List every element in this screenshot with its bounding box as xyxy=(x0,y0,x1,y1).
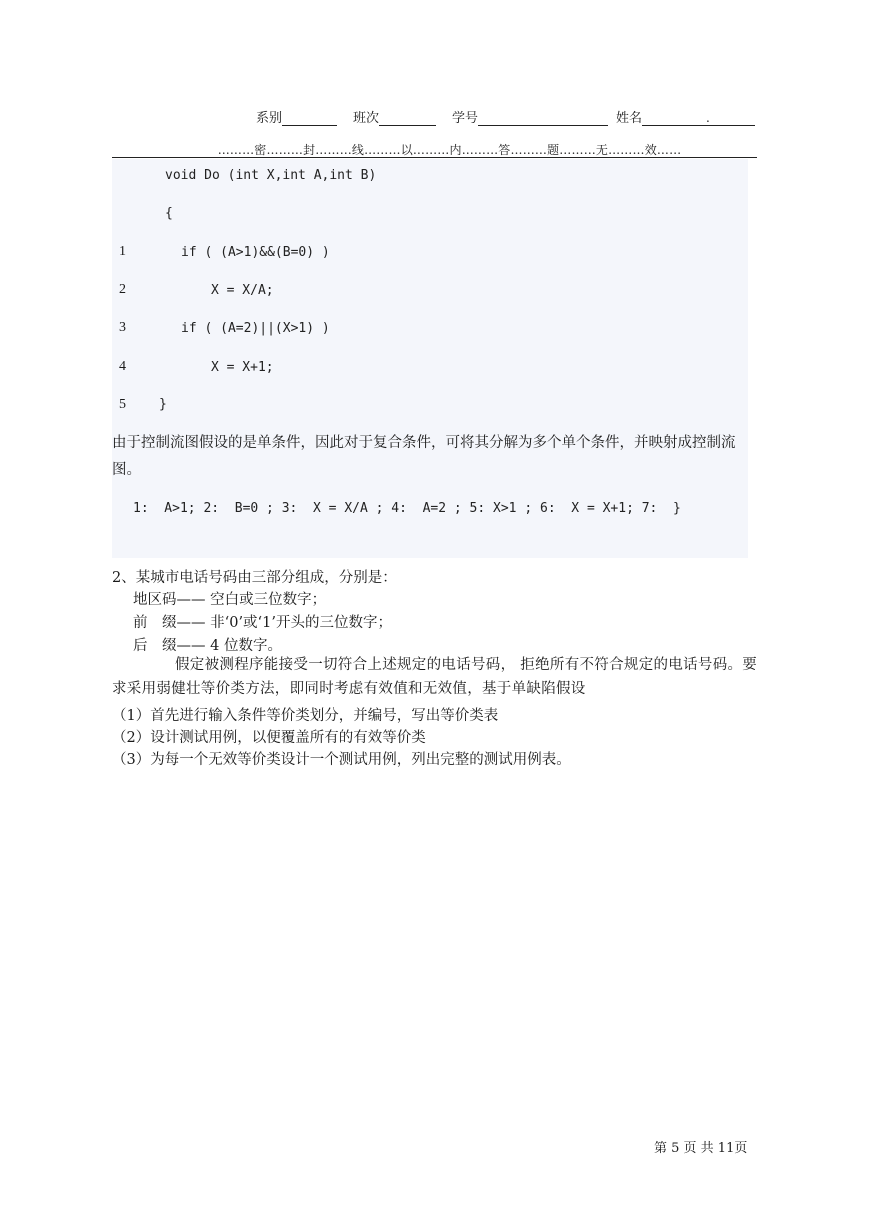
explanation-text: 由于控制流图假设的是单条件，因此对于复合条件，可将其分解为多个单个条件，并映射成控制流图。 xyxy=(112,435,736,478)
line-number: 1 xyxy=(119,244,126,259)
code-line: if ( (A>1)&&(B=0) ) xyxy=(181,245,330,260)
dept-label: 系别 xyxy=(256,111,283,126)
code-open-brace: { xyxy=(165,206,173,221)
class-blank xyxy=(379,111,436,126)
student-id-field xyxy=(452,107,608,126)
question-title: 2、某城市电话号码由三部分组成，分别是： xyxy=(112,570,397,586)
question-paragraph: 假定被测程序能接受一切符合上述规定的电话号码， 拒绝所有不符合规定的电话号码。要求采用弱健壮等价类方法，即同时考虑有效值和无效值，基于单缺陷假设 xyxy=(112,657,758,697)
code-line: X = X+1; xyxy=(211,360,274,375)
page-footer: 第 5 页 共 11页 xyxy=(654,1141,748,1156)
node-mapping: 1: A>1; 2: B=0 ; 3: X = X/A ; 4: A=2 ; 5: X>1 ; 6: X = X+1; 7: } xyxy=(133,501,681,516)
task-item: （2）设计测试用例，以便覆盖所有的有效等价类 xyxy=(112,730,426,746)
code-block-background xyxy=(112,159,748,558)
dept-blank xyxy=(282,111,337,126)
line-number: 4 xyxy=(119,359,126,374)
name-blank xyxy=(642,111,755,126)
code-line: } xyxy=(159,397,167,412)
line-number: 5 xyxy=(119,397,126,412)
line-number: 2 xyxy=(119,282,126,297)
name-dot: . xyxy=(706,111,710,125)
code-line: if ( (A=2)||(X>1) ) xyxy=(181,321,330,336)
student-id-blank xyxy=(478,111,608,126)
question-part: 地区码—— 空白或三位数字； xyxy=(133,592,327,608)
seal-line: ………密………封………线………以………内………答………题………无………效…… xyxy=(217,143,682,157)
code-line: X = X/A; xyxy=(211,283,274,298)
class-field xyxy=(353,107,436,126)
code-signature: void Do (int X,int A,int B) xyxy=(165,168,377,183)
question-part: 后 缀—— 4 位数字。 xyxy=(133,638,282,654)
header-rule xyxy=(112,157,757,158)
line-number: 3 xyxy=(119,320,126,335)
task-item: （3）为每一个无效等价类设计一个测试用例，列出完整的测试用例表。 xyxy=(112,752,571,768)
student-id-label: 学号 xyxy=(452,111,479,126)
task-item: （1）首先进行输入条件等价类划分，并编号，写出等价类表 xyxy=(112,708,499,724)
name-label: 姓名 xyxy=(616,111,643,126)
name-field xyxy=(616,107,755,126)
header-fields xyxy=(0,107,869,125)
class-label: 班次 xyxy=(353,111,380,126)
dept-field xyxy=(256,107,337,126)
question-part: 前 缀—— 非‘0’或‘1’开头的三位数字； xyxy=(133,615,392,631)
